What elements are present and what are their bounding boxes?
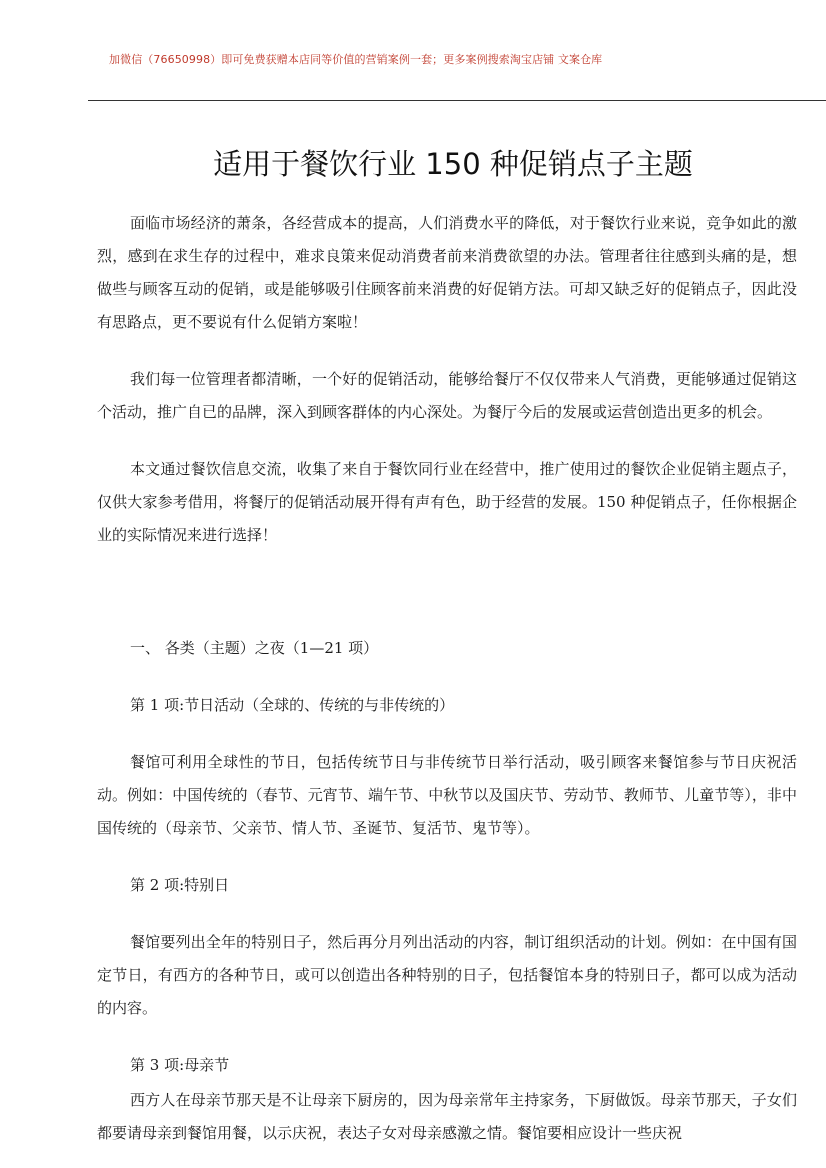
document-body [97,207,797,1154]
item-heading: 第 3 项:母亲节 [130,1056,230,1074]
item-body: 餐馆要列出全年的特别日子，然后再分月列出活动的内容，制订组织活动的计划。例如：在中国有国定节日，有西方的各种节日，或可以创造出各种特别的日子，包括餐馆本身的特别日子，都可以成为活动的内容。 [97,933,797,1017]
section-heading: 一、 各类（主题）之夜（1—21 项） [130,639,379,657]
intro-paragraph: 本文通过餐饮信息交流，收集了来自于餐饮同行业在经营中，推广使用过的餐饮企业促销主题点子，仅供大家参考借用，将餐厅的促销活动展开得有声有色，助于经营的发展。150 种促销点子，任你根据企业的实际情况来进行选择！ [97,460,797,544]
item-heading: 第 2 项:特别日 [130,876,230,894]
section-spacer [97,576,797,632]
intro-paragraph: 我们每一位管理者都清晰，一个好的促销活动，能够给餐厅不仅仅带来人气消费，更能够通过促销这个活动，推广自已的品牌，深入到顾客群体的内心深处。为餐厅今后的发展或运营创造出更多的机会。 [97,370,797,421]
page-title: 适用于餐饮行业 150 种促销点子主题 [213,147,693,181]
item-heading: 第 1 项:节日活动（全球的、传统的与非传统的） [130,696,455,714]
item-body: 西方人在母亲节那天是不让母亲下厨房的，因为母亲常年主持家务，下厨做饭。母亲节那天，子女们都要请母亲到餐馆用餐，以示庆祝，表达子女对母亲感激之情。餐馆要相应设计一些庆祝 [97,1091,797,1142]
header-banner: 加微信（76650998）即可免费获赠本店同等价值的营销案例一套；更多案例搜索淘宝店铺 文案仓库 [109,53,603,66]
header-divider [88,100,826,101]
intro-paragraph: 面临市场经济的萧条，各经营成本的提高，人们消费水平的降低，对于餐饮行业来说，竞争如此的激烈，感到在求生存的过程中，难求良策来促动消费者前来消费欲望的办法。管理者往往感到头痛的是，想做些与顾客互动的促销，或是能够吸引住顾客前来消费的好促销方法。可却又缺乏好的促销点子，因此没有思路点，更不要说有什么促销方案啦！ [97,214,797,331]
item-body: 餐馆可利用全球性的节日，包括传统节日与非传统节日举行活动，吸引顾客来餐馆参与节日庆祝活动。例如：中国传统的（春节、元宵节、端午节、中秋节以及国庆节、劳动节、教师节、儿童节等），非中国传统的（母亲节、父亲节、情人节、圣诞节、复活节、鬼节等）。 [97,753,797,837]
